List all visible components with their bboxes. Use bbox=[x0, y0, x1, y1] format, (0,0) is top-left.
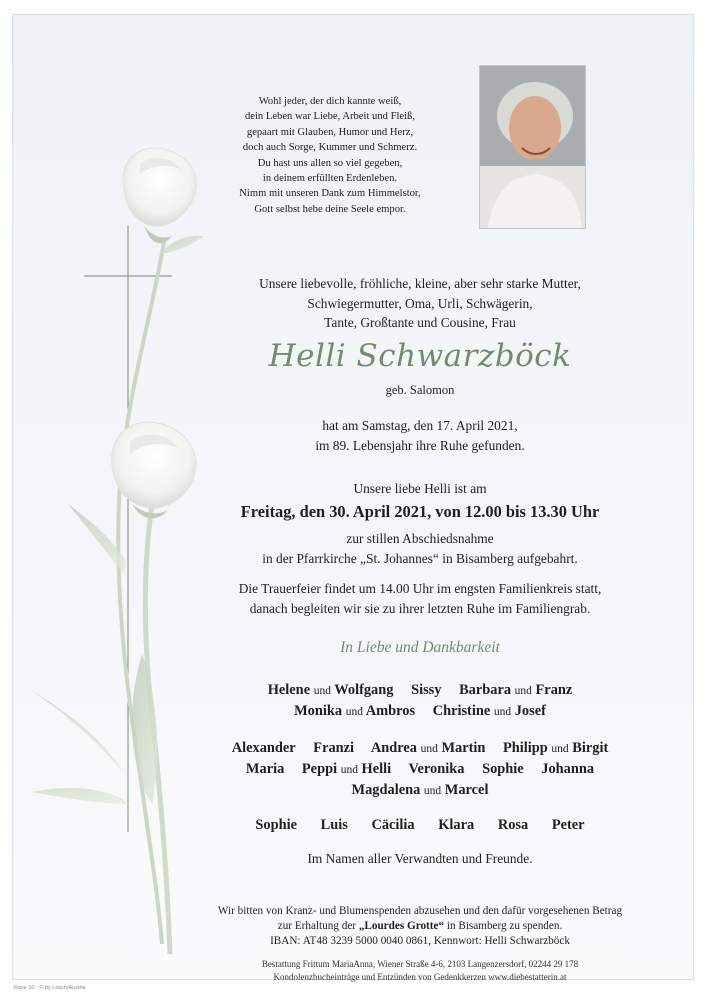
footer-address: Bestattung Frittum MariaAnna, Wiener Straße 4-6, 2103 Langenzersdorf, 02244 29 178 bbox=[261, 959, 579, 969]
request-line: Wir bitten von Kranz- und Blumenspenden abzusehen und den dafür vorgesehenen Betrag bbox=[217, 905, 623, 917]
family-member: Maria bbox=[245, 761, 285, 777]
portrait-photo bbox=[479, 65, 586, 229]
family-member: Marcel bbox=[444, 782, 489, 798]
family-member: Veronika bbox=[408, 761, 465, 777]
family-member: Philipp bbox=[503, 740, 548, 756]
maiden-name: geb. Salomon bbox=[385, 383, 455, 397]
request-grotto-name: „Lourdes Grotte“ bbox=[358, 920, 445, 932]
rose-leaf bbox=[32, 788, 130, 804]
family-member: Klara bbox=[438, 817, 475, 833]
family-member: Luis bbox=[320, 817, 348, 833]
funeral-home-footer bbox=[160, 958, 680, 983]
iban-line: IBAN: AT48 3239 5000 0040 0861, Kennwort: Helli Schwarzböck bbox=[270, 935, 570, 947]
family-line bbox=[160, 780, 680, 801]
family-grandchildren bbox=[160, 738, 680, 801]
rose-stem-upper bbox=[118, 242, 164, 944]
family-line bbox=[160, 759, 680, 780]
rose-bloom-upper bbox=[123, 148, 196, 243]
poem-line: Nimm mit unseren Dank zum Himmelstor, bbox=[239, 188, 421, 200]
and-word: und bbox=[493, 706, 512, 718]
intro-line: Schwiegermutter, Oma, Urli, Schwägerin, bbox=[307, 295, 533, 311]
family-member: Helli bbox=[361, 761, 392, 777]
donation-request bbox=[160, 904, 680, 949]
funeral-line: danach begleiten wir sie zu ihrer letzten Ruhe im Familiengrab. bbox=[249, 600, 591, 616]
poem-line: in deinem erfüllten Erdenleben. bbox=[262, 173, 398, 185]
family-member: Barbara bbox=[459, 682, 512, 698]
family-member: Sissy bbox=[411, 682, 442, 698]
and-word: und bbox=[420, 743, 438, 755]
family-great-grandchildren bbox=[160, 815, 680, 835]
family-member: Josef bbox=[514, 703, 546, 719]
death-line: hat am Samstag, den 17. April 2021, bbox=[322, 418, 518, 433]
viewing-line: zur stillen Abschiedsnahme bbox=[346, 531, 494, 546]
funeral-line: Die Trauerfeier findet um 14.00 Uhr im engsten Familienkreis statt, bbox=[238, 581, 602, 596]
and-word: und bbox=[514, 685, 532, 697]
family-member: Alexander bbox=[231, 740, 296, 756]
family-member: Birgit bbox=[572, 740, 609, 756]
family-children bbox=[160, 680, 680, 722]
viewing-intro: Unsere liebe Helli ist am bbox=[353, 481, 487, 496]
poem-line: dein Leben war Liebe, Arbeit und Fleiß, bbox=[244, 111, 416, 123]
and-word: und bbox=[340, 764, 358, 776]
family-member: Martin bbox=[441, 740, 486, 756]
family-line bbox=[160, 738, 680, 759]
family-member: Magdalena bbox=[351, 782, 421, 798]
poem-line: Gott selbst hebe deine Seele empor. bbox=[254, 203, 406, 215]
poem-line: Wohl jeder, der dich kannte weiß, bbox=[258, 96, 402, 107]
family-member: Rosa bbox=[497, 817, 529, 833]
intro-line: Tante, Großtante und Cousine, Frau bbox=[324, 315, 516, 330]
family-line bbox=[160, 701, 680, 722]
family-member: Sophie bbox=[482, 761, 524, 777]
footer-website: Kondolenzbucheinträge und Entzünden von Gedenkkerzen www.diebestatterin.at bbox=[273, 971, 567, 982]
request-text: zur Erhaltung der bbox=[277, 920, 359, 932]
family-member: Wolfgang bbox=[334, 682, 394, 698]
family-member: Franz bbox=[535, 682, 573, 698]
relationship-intro bbox=[160, 274, 680, 333]
poem-line: doch auch Sorge, Kummer und Schmerz. bbox=[242, 142, 418, 154]
intro-line: Unsere liebevolle, fröhliche, kleine, aber sehr starke Mutter, bbox=[259, 276, 581, 291]
request-text: in Bisamberg zu spenden. bbox=[444, 920, 563, 932]
family-member: Helene bbox=[267, 682, 311, 698]
rose-leaf bbox=[132, 654, 157, 804]
memorial-poem bbox=[210, 94, 450, 217]
family-member: Franzi bbox=[313, 740, 355, 756]
viewing-line: in der Pfarrkirche „St. Johannes“ in Bisamberg aufgebahrt. bbox=[262, 550, 578, 566]
family-member: Sophie bbox=[255, 817, 298, 833]
family-line bbox=[160, 680, 680, 701]
family-member: Peter bbox=[551, 817, 585, 833]
death-notice bbox=[160, 416, 680, 455]
death-line: im 89. Lebensjahr ihre Ruhe gefunden. bbox=[315, 437, 525, 453]
and-word: und bbox=[345, 706, 363, 718]
rose-leaf bbox=[30, 690, 124, 774]
family-member: Christine bbox=[432, 703, 491, 719]
family-member: Johanna bbox=[541, 761, 595, 777]
all-relatives-line: Im Namen aller Verwandten und Freunde. bbox=[307, 851, 533, 866]
family-member: Cäcilia bbox=[371, 817, 415, 833]
viewing-location bbox=[160, 529, 680, 568]
family-member: Ambros bbox=[365, 703, 416, 719]
funeral-info bbox=[160, 579, 680, 618]
poem-line: Du hast uns allen so viel gegeben, bbox=[257, 157, 403, 169]
and-word: und bbox=[551, 743, 569, 755]
and-word: und bbox=[423, 785, 442, 797]
and-word: und bbox=[313, 685, 331, 697]
request-line bbox=[160, 919, 680, 934]
family-member: Monika bbox=[294, 703, 343, 719]
template-code: Rose 10 - © by Lösch/Austria bbox=[14, 985, 86, 991]
poem-line: gepaart mit Glauben, Humor und Herz, bbox=[246, 126, 414, 138]
closing-phrase: In Liebe und Dankbarkeit bbox=[340, 639, 500, 656]
family-member: Peppi bbox=[301, 761, 338, 777]
family-member: Andrea bbox=[370, 740, 417, 756]
viewing-date: Freitag, den 30. April 2021, von 12.00 bis 13.30 Uhr bbox=[240, 502, 600, 521]
deceased-name: Helli Schwarzböck bbox=[268, 338, 572, 374]
